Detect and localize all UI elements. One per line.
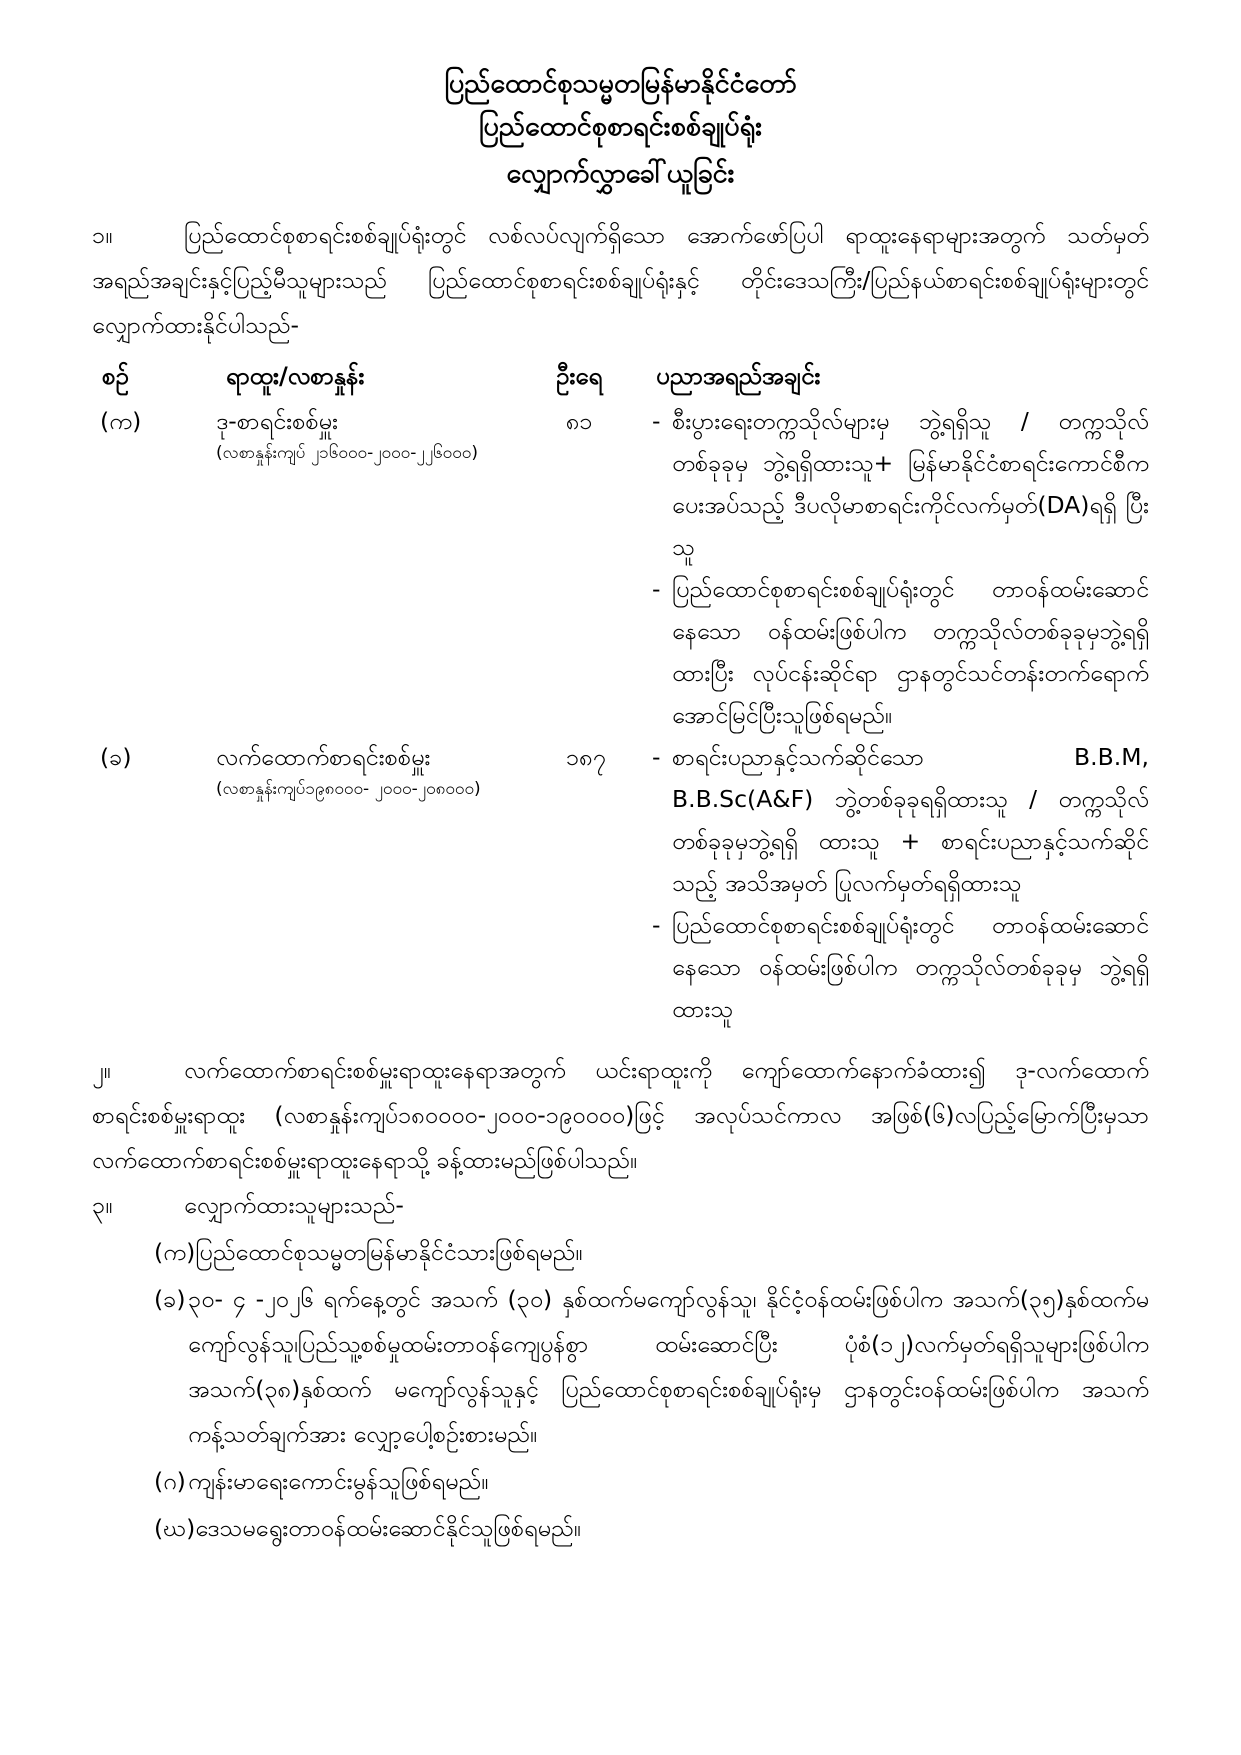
table-header-row: [92, 356, 1149, 400]
qualification-item: [652, 568, 1149, 736]
paragraph-3-number: ၃။: [92, 1191, 113, 1219]
row-qualification: [652, 736, 1149, 1030]
paragraph-2-number: ၂။: [92, 1056, 111, 1084]
list-item-text: ကျန်းမာရေးကောင်းမွန်သူဖြစ်ရမည်။: [188, 1467, 489, 1495]
dash-marker: -: [652, 911, 661, 939]
vacancy-table: [92, 356, 1149, 1030]
table-row: [92, 736, 1149, 1030]
header-line-3: လျှောက်လွှာခေါ်ယူခြင်း: [506, 158, 735, 189]
dash-marker: -: [652, 743, 661, 771]
list-item-label: (က): [154, 1238, 196, 1266]
qualification-item: [652, 904, 1149, 1030]
table-row: [92, 400, 1149, 736]
qualification-text: ပြည်ထောင်စုစာရင်းစစ်ချုပ်ရုံးတွင် တာဝန်ထမ်းဆောင် နေသော ဝန်ထမ်းဖြစ်ပါက တက္ကသိုလ်တစ်ခုခုမှဘွဲ့ရရှိ ထားပြီး လုပ်ငန်းဆိုင်ရာ ဌာနတွင်သင်တန်းတက်ရောက် အောင်မြင်ပြီးသူဖြစ်ရမည်။: [672, 575, 1149, 729]
row-qualification: [652, 400, 1149, 736]
paragraph-3-list: [92, 1230, 1149, 1551]
list-item: [92, 1459, 1149, 1504]
qualification-item: [652, 400, 1149, 568]
qualification-text: ပြည်ထောင်စုစာရင်းစစ်ချုပ်ရုံးတွင် တာဝန်ထမ်းဆောင် နေသော ဝန်ထမ်းဖြစ်ပါက တက္ကသိုလ်တစ်ခုခုမှ ဘွဲ့ရရှိ ထားသူ: [672, 911, 1149, 1023]
list-item-label: (ဂ): [154, 1467, 186, 1495]
list-item-text: ဒေသမရွေးတာဝန်ထမ်းဆောင်နိုင်သူဖြစ်ရမည်။: [195, 1514, 581, 1542]
row-post-title: ဒု-စာရင်းစစ်မှူး: [216, 407, 338, 435]
row-post: [168, 736, 556, 1030]
list-item: [92, 1277, 1149, 1457]
paragraph-3: [92, 1183, 1149, 1228]
paragraph-1-number: ၁။: [92, 221, 113, 249]
qualification-text: စာရင်းပညာနှင့်သက်ဆိုင်သော B.B.M, B.B.Sc(A&F) ဘွဲ့တစ်ခုခုရရှိထားသူ / တက္ကသိုလ်တစ်ခုခုမှဘွဲ့ရရှိ ထားသူ + စာရင်းပညာနှင့်သက်ဆိုင်သည့် အသိအမှတ် ပြုလက်မှတ်ရရှိထားသူ: [672, 743, 1149, 897]
header-line-2: ပြည်ထောင်စုစာရင်းစစ်ချုပ်ရုံး: [478, 111, 763, 142]
dash-marker: -: [652, 407, 661, 435]
paragraph-2-text: လက်ထောက်စာရင်းစစ်မှူးရာထူးနေရာအတွက် ယင်းရာထူးကို ကျော်ထောက်နောက်ခံထား၍ ဒု-လက်ထောက်စာရင်းစစ်မှူးရာထူး (လစာနှုန်းကျပ်၁၈၀၀၀၀-၂၀၀၀-၁၉၀၀၀၀)ဖြင့် အလုပ်သင်ကာလ အဖြစ်(၆)လပြည့်မြောက်ပြီးမှသာ လက်ထောက်စာရင်းစစ်မှူးရာထူးနေရာသို့ ခန့်ထားမည်ဖြစ်ပါသည်။: [92, 1056, 1149, 1174]
document-header: [92, 62, 1149, 195]
list-item: [92, 1230, 1149, 1275]
header-qualification: ပညာအရည်အချင်း: [656, 362, 821, 390]
row-count: ၈၁: [566, 407, 593, 435]
row-count: ၁၈၇: [566, 743, 606, 771]
row-post-title: လက်ထောက်စာရင်းစစ်မှူး: [216, 743, 431, 771]
paragraph-1-text: ပြည်ထောင်စုစာရင်းစစ်ချုပ်ရုံးတွင် လစ်လပ်လျက်ရှိသော အောက်ဖော်ပြပါ ရာထူးနေရာများအတွက် သတ်မှတ်အရည်အချင်းနှင့်ပြည့်မီသူများသည် ပြည်ထောင်စုစာရင်းစစ်ချုပ်ရုံးနှင့် တိုင်းဒေသကြီး/ပြည်နယ်စာရင်းစစ်ချုပ်ရုံးများတွင် လျှောက်ထားနိုင်ပါသည်-: [92, 221, 1149, 339]
qualification-text: စီးပွားရေးတက္ကသိုလ်များမှ ဘွဲ့ရရှိသူ / တက္ကသိုလ် တစ်ခုခုမှ ဘွဲ့ရရှိထားသူ+ မြန်မာနိုင်ငံစာရင်းကောင်စီက ပေးအပ်သည့် ဒီပလိုမာစာရင်းကိုင်လက်မှတ်(DA)ရရှိ ပြီးသူ: [672, 407, 1149, 561]
paragraph-2: [92, 1048, 1149, 1183]
row-post: [168, 400, 556, 736]
row-post-salary: (လစာနှုန်းကျပ် ၂၁၆၀၀၀-၂၀၀၀-၂၂၆၀၀၀): [216, 443, 478, 463]
paragraph-3-text: လျှောက်ထားသူများသည်-: [184, 1191, 404, 1219]
list-item-label: (ခ): [154, 1285, 186, 1313]
paragraph-1: [92, 213, 1149, 348]
row-no: (ခ): [100, 743, 132, 771]
header-line-1: ပြည်ထောင်စုသမ္မတမြန်မာနိုင်ငံတော်: [444, 68, 797, 99]
list-item-text: ပြည်ထောင်စုသမ္မတမြန်မာနိုင်ငံသားဖြစ်ရမည်။: [195, 1238, 583, 1266]
list-item-text: ၃၀- ၄ -၂၀၂၆ ရက်နေ့တွင် အသက် (၃၀) နှစ်ထက်မကျော်လွန်သူ၊ နိုင်ငံ့ဝန်ထမ်းဖြစ်ပါက အသက်(၃၅)နှစ်ထက်မကျော်လွန်သူ၊ပြည်သူ့စစ်မှုထမ်းတာဝန်ကျေပွန်စွာ ထမ်းဆောင်ပြီး ပုံစံ(၁၂)လက်မှတ်ရရှိသူများဖြစ်ပါက အသက်(၃၈)နှစ်ထက် မကျော်လွန်သူနှင့် ပြည်ထောင်စုစာရင်းစစ်ချုပ်ရုံးမှ ဌာနတွင်းဝန်ထမ်းဖြစ်ပါက အသက်ကန့်သတ်ချက်အား လျှော့ပေါ့စဉ်းစားမည်။: [188, 1285, 1149, 1448]
row-post-salary: (လစာနှုန်းကျပ်၁၉၈၀၀၀- ၂၀၀၀-၂၀၈၀၀၀): [216, 779, 481, 799]
header-count: ဦးရေ: [556, 362, 603, 390]
row-no: (က): [100, 407, 142, 435]
header-no: စဉ်: [102, 362, 129, 390]
header-post: ရာထူး/လစာနှုန်း: [226, 362, 365, 390]
qualification-item: [652, 736, 1149, 904]
dash-marker: -: [652, 575, 661, 603]
list-item: [92, 1506, 1149, 1551]
list-item-label: (ဃ): [154, 1514, 196, 1542]
